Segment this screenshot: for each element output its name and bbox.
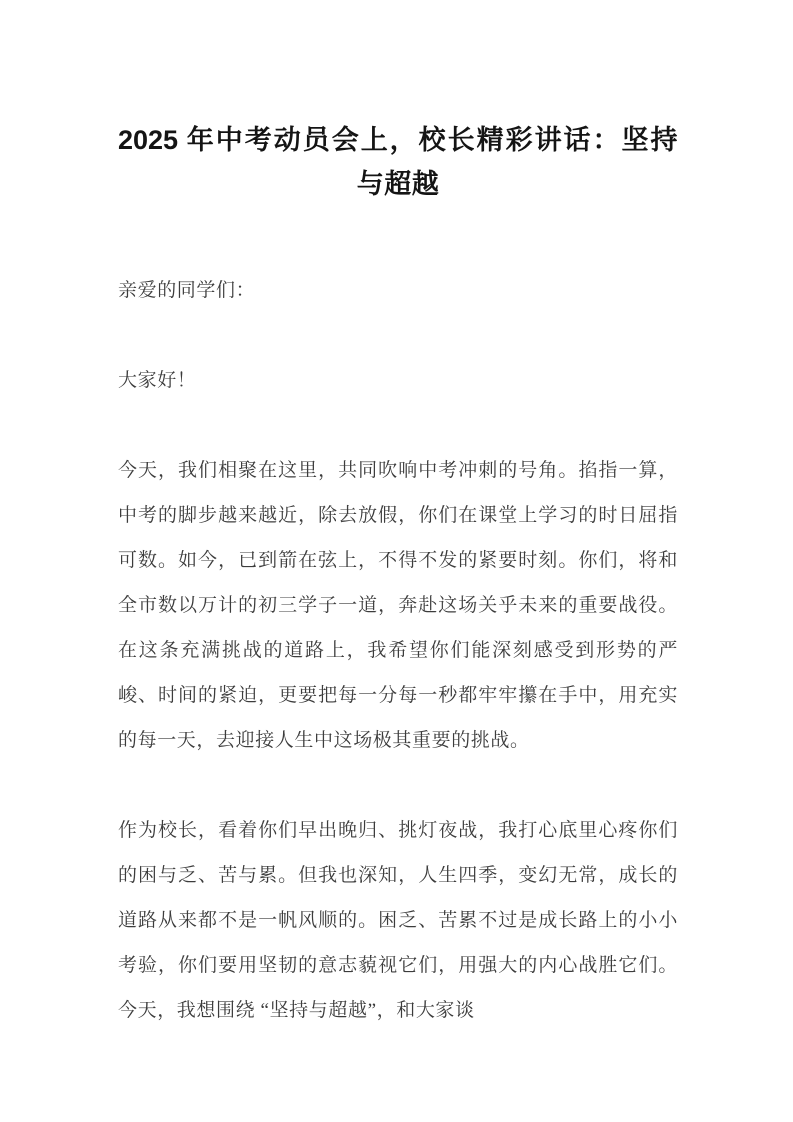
page-title bbox=[118, 118, 678, 206]
greeting-line: 大家好！ bbox=[118, 370, 197, 391]
salutation-line: 亲爱的同学们： bbox=[118, 280, 256, 301]
title-text: 年中考动员会上，校长精彩讲话：坚持与超越 bbox=[178, 125, 678, 199]
title-year: 2025 bbox=[118, 125, 179, 155]
document-content bbox=[118, 118, 678, 1033]
body-paragraph-1: 今天，我们相聚在这里，共同吹响中考冲刺的号角。掐指一算，中考的脚步越来越近，除去放假，你们在课堂上学习的时日屈指可数。如今，已到箭在弦上，不得不发的紧要时刻。你们，将和全市数以万计的初三学子一道，奔赴这场关乎未来的重要战役。在这条充满挑战的道路上，我希望你们能深刻感受到形势的严峻、时间的紧迫，更要把每一分每一秒都牢牢攥在手中，用充实的每一天，去迎接人生中这场极其重要的挑战。 bbox=[118, 460, 678, 751]
body-paragraph-2: 作为校长，看着你们早出晚归、挑灯夜战，我打心底里心疼你们的困与乏、苦与累。但我也深知，人生四季，变幻无常，成长的道路从来都不是一帆风顺的。困乏、苦累不过是成长路上的小小考验，你们要用坚韧的意志藐视它们，用强大的内心战胜它们。今天，我想围绕 “坚持与超越”，和大家谈 bbox=[118, 820, 678, 1021]
document-body bbox=[118, 268, 678, 1033]
